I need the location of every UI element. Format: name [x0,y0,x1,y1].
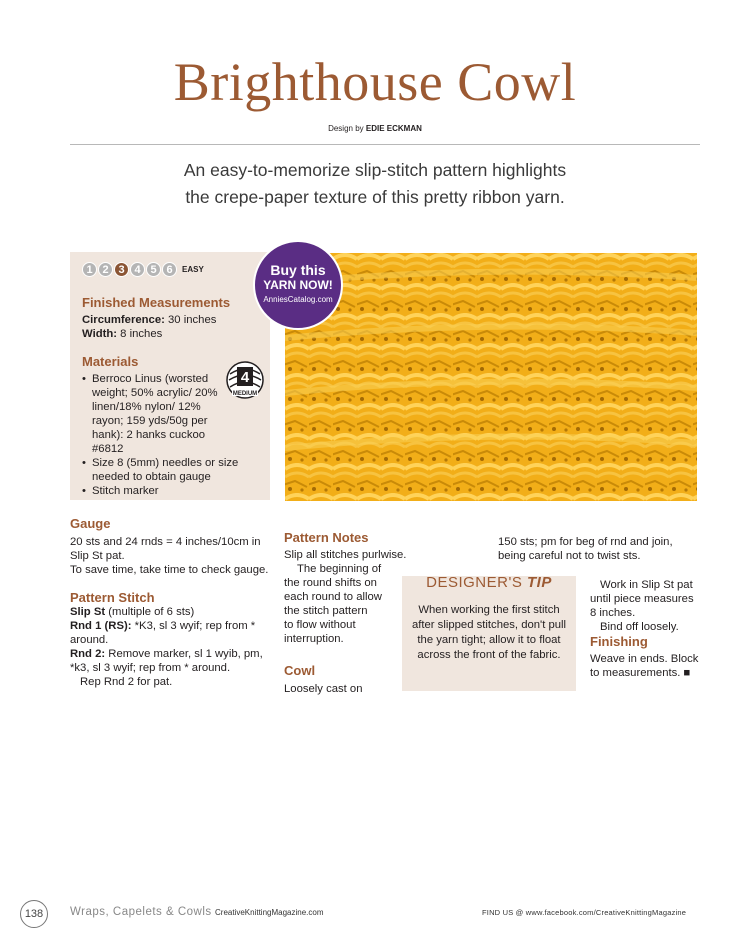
finished-measurements-heading: Finished Measurements [82,295,231,310]
bind-off-line: Bind off loosely. [600,621,679,633]
byline-prefix: Design by [328,124,364,133]
skill-level-3-active: 3 [114,262,129,277]
finishing-text: Weave in ends. Block to measurements. ■ [590,653,699,679]
designers-tip-heading [402,574,576,591]
rnd1-line [70,619,275,647]
rnd2-line [70,647,275,675]
cowl-work-text [590,578,705,634]
tip-heading-a: DESIGNER'S [426,574,528,591]
badge-link[interactable]: AnniesCatalog.com [263,295,333,304]
skill-level-1: 1 [82,262,97,277]
skill-level-label: EASY [182,265,204,274]
tip-heading-b: TIP [527,574,552,591]
material-item: • Berroco Linus (worsted weight; 50% acrylic/ 20% linen/18% nylon/ 12% rayon; 159 yds/50g per hank): 2 hanks cuckoo #6812 [82,372,232,456]
materials-list [82,372,267,498]
skill-level-4: 4 [130,262,145,277]
pattern-notes-line: each round to allow [284,591,382,603]
rnd1-label: Rnd 1 (RS): [70,620,132,632]
work-line: until piece measures [590,593,694,605]
facebook-link[interactable]: FIND US @ www.facebook.com/CreativeKnittingMagazine [482,908,687,917]
work-line: 8 inches. [590,607,636,619]
rnd2-label: Rnd 2: [70,648,106,660]
pattern-notes-line: the stitch pattern [284,605,368,617]
width-label: Width: [82,328,118,340]
page-title: Brighthouse Cowl [173,52,577,112]
gauge-line-1: 20 sts and 24 rnds = 4 inches/10cm in Slip St pat. [70,536,261,562]
subtitle-line-1: An easy-to-memorize slip-stitch pattern highlights [183,160,567,180]
slip-st-label: Slip St [70,606,106,618]
circumference [82,313,216,327]
gauge-text [70,535,275,577]
section-name: Wraps, Capelets & Cowls [70,906,212,918]
material-item: • Size 8 (5mm) needles or size needed to obtain gauge [82,456,242,484]
skill-level-2: 2 [98,262,113,277]
badge-line-2: YARN NOW! [263,278,333,292]
buy-yarn-badge[interactable] [253,240,343,330]
gauge-heading: Gauge [70,516,111,531]
pattern-stitch-heading: Pattern Stitch [70,590,155,605]
pattern-notes-heading: Pattern Notes [284,530,369,545]
swatch-texture [285,253,697,501]
rep-line: Rep Rnd 2 for pat. [80,676,173,688]
yarn-weight-number: 4 [240,369,250,386]
byline [0,124,750,133]
designer-name: EDIE ECKMAN [365,124,422,133]
divider [70,144,700,145]
pattern-notes-line: The beginning of [297,563,382,575]
width-value: 8 inches [117,328,163,340]
website[interactable]: CreativeKnittingMagazine.com [215,908,324,917]
width [82,327,162,341]
subtitle-line-2: the crepe-paper texture of this pretty ribbon yarn. [185,187,565,207]
finishing-heading: Finishing [590,634,648,649]
circumference-label: Circumference: [82,314,165,326]
materials-heading: Materials [82,354,139,369]
material-item: • Stitch marker [82,484,267,498]
cowl-continued-text: 150 sts; pm for beg of rnd and join, being careful not to twist sts. [498,536,673,562]
subtitle [100,157,650,211]
yarn-weight-label: MEDIUM [232,391,258,397]
yarn-swatch-photo [285,253,697,501]
pattern-notes-line: the round shifts on [284,577,377,589]
slip-st-line [70,605,275,619]
skill-level-6: 6 [162,262,177,277]
designers-tip-text: When working the first stitch after slipped stitches, don't pull the yarn tight; allow it to float across the front of the fabric. [411,604,567,661]
slip-st-text: (multiple of 6 sts) [105,606,195,618]
badge-line-1: Buy this [270,262,326,278]
pattern-notes-line: interruption. [284,633,344,645]
rnd2-text: Remove marker, sl 1 wyib, pm, *k3, sl 3 wyif; rep from * around. [70,648,263,674]
skill-level [82,262,204,277]
work-line: Work in Slip St pat [600,579,693,591]
gauge-line-2: To save time, take time to check gauge. [70,564,269,576]
pattern-stitch-text [70,605,275,689]
rnd1-text: *K3, sl 3 wyif; rep from * around. [70,620,256,646]
skill-level-5: 5 [146,262,161,277]
pattern-notes-line: to flow without [284,619,356,631]
circumference-value: 30 inches [164,314,217,326]
pattern-notes-p1: Slip all stitches purlwise. [284,549,407,561]
cowl-continued [498,535,703,563]
cowl-text: Loosely cast on [284,683,363,695]
cowl-heading: Cowl [284,663,316,678]
page-number: 138 [20,900,48,928]
